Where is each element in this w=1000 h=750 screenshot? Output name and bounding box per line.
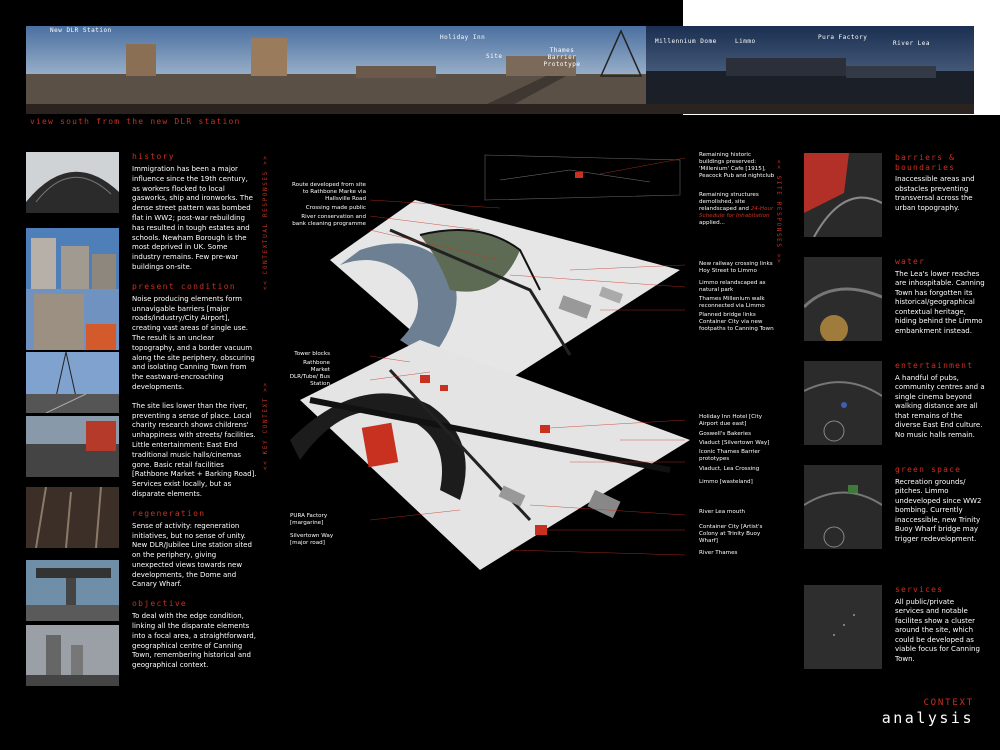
- label-planned-bridge: Planned bridge links Container City via new footpaths to Canning Town: [699, 312, 774, 332]
- label-silvertown-way: Silvertown Way [major road]: [290, 533, 334, 546]
- section-entertainment: [895, 361, 985, 441]
- label-thames-walk: Thames Millenium walk reconnected via Limmo: [699, 296, 765, 309]
- photo-bare-trees: [26, 487, 119, 548]
- heading-green-space: green space: [895, 465, 962, 474]
- section-services: [895, 585, 985, 665]
- photo-street-market: [26, 416, 119, 477]
- label-route-developed: Route developed from site to Rathbone Marke via Hallsville Road: [292, 182, 366, 202]
- heading-water: water: [895, 257, 926, 266]
- label-viaduct-silvertown: Viaduct [Silvertown Way]: [699, 440, 770, 446]
- photo-canary-wharf: [26, 625, 119, 686]
- photo-dlr-station: [26, 560, 119, 621]
- label-rathbone-market: Rathbone Market: [303, 360, 330, 373]
- footer-context: CONTEXT: [923, 698, 974, 708]
- label-thames-barrier: Iconic Thames Barrier prototypes: [699, 449, 761, 462]
- entertainment-text: A handful of pubs, community centres and a single cinema beyond walking distance are all that remains of the diverse East End culture. No music halls remain.: [895, 373, 985, 440]
- map-entertainment: [804, 361, 882, 445]
- heading-barriers: barriers & boundaries: [895, 153, 956, 172]
- label-container-city: Container City [Artist's Colony at Trinity Buoy Wharf]: [699, 524, 763, 544]
- heading-regeneration: regeneration: [132, 508, 206, 518]
- barriers-text: Inaccessible areas and obstacles preventing transversal across the urban topography.: [895, 175, 975, 212]
- footer-analysis: analysis: [881, 709, 974, 727]
- pano-label: Thames Barrier Prototype: [543, 47, 581, 68]
- label-railway-crossing: New railway crossing links Hoy Street to Limmo: [699, 261, 773, 274]
- label-tower-blocks: Tower blocks: [294, 351, 330, 357]
- pano-label: River Lea: [893, 40, 931, 47]
- label-river-lea-mouth: River Lea mouth: [699, 509, 746, 515]
- label-historic-buildings: Remaining historic buildings preserved: 'Millenium' Cafe [1915], Peacock Pub and nightclub: [699, 152, 775, 179]
- map-water: [804, 257, 882, 341]
- panorama-caption: view south from the new DLR station: [30, 117, 241, 126]
- label-holiday-inn: Holiday Inn Hotel [City Airport due east]: [699, 414, 763, 427]
- heading-objective: objective: [132, 599, 188, 609]
- water-text: The Lea's lower reaches are inhospitable. Canning Town has forgotten its historical/geographical contextual heritage, hiding behind the Limmo embankment instead.: [895, 269, 985, 336]
- label-viaduct-lea: Viaduct, Lea Crossing: [699, 466, 760, 472]
- layer-key-context-map: [290, 340, 690, 570]
- layer-top-wireframe: [485, 155, 680, 200]
- label-structures-demolished: Remaining structures demolished, site relandscaped and 24-Hour Schedule for Inhabitation applied...: [699, 192, 774, 226]
- photo-gasholder-roof: [26, 152, 119, 213]
- label-crossing-public: Crossing made public: [305, 205, 366, 211]
- label-river-conservation: River conservation and bank cleaning programme: [292, 214, 366, 227]
- photo-pylon-railway: [26, 352, 119, 413]
- photo-tower-block: [26, 289, 119, 350]
- left-text-column: [132, 152, 257, 680]
- history-text: Immigration has been a major influence since the 19th century, as workers flocked to local gasworks, ship and ironworks. The dense street pattern was bombed flat in WW2; post-war rebuilding has resulted in tough estates and schools. Newham Borough is the most deprived in UK. Some industry remains. Few pre-war buildings on-site.: [132, 165, 253, 271]
- present-condition-text-2: The site lies lower than the river, preventing a sense of place. Local charity research shows childrens' unhappiness with streets/ facilities. Little entertainment: East End traditional music halls/cinemas gone. Basic retail facilities [Rathbone Market + Barking Road]. Services exist locally, but as disparate elements.: [132, 401, 257, 498]
- pano-label: New DLR Station: [50, 27, 112, 34]
- heading-present-condition: present condition: [132, 281, 236, 291]
- objective-text: To deal with the edge condition, linking all the disparate elements into a focal area, a straightforward, geographical centre of Canning Town, remembering historical and geographical context.: [132, 612, 256, 670]
- section-water: [895, 257, 985, 337]
- services-text: All public/private services and notable facilites show a cluster around the site, which could be developed as viable focus for Canning Town.: [895, 597, 980, 664]
- pano-label: Holiday Inn: [440, 34, 486, 41]
- map-green-space: [804, 465, 882, 549]
- pano-label: Pura Factory: [818, 34, 868, 41]
- label-limmo-park: Limmo relandscaped as natural park: [699, 280, 766, 293]
- heading-entertainment: entertainment: [895, 361, 974, 370]
- green-space-text: Recreation grounds/ pitches. Limmo undeveloped since WW2 bombing. Currently inaccessible, new Trinity Buoy Wharf bridge may trigger redevelopment.: [895, 477, 982, 544]
- heading-services: services: [895, 585, 944, 594]
- section-barriers: [895, 153, 985, 213]
- map-barriers-boundaries: [804, 153, 882, 237]
- photo-gasholders: [26, 228, 119, 289]
- label-pura-factory: PURA Factory [margarine]: [290, 513, 328, 526]
- regeneration-text: Sense of activity: regeneration initiatives, but no sense of unity. New DLR/Jubilee Line station sited on the periphery, giving unexpected views towards new developments, the Dome and Canary Wharf.: [132, 521, 252, 589]
- label-river-thames: River Thames: [699, 550, 738, 556]
- label-limmo-wasteland: Limmo [wasteland]: [699, 479, 753, 485]
- pano-label: Millennium Dome: [655, 38, 717, 45]
- pano-label: Site: [486, 53, 503, 60]
- section-green-space: [895, 465, 985, 545]
- present-condition-text: Noise producing elements form unnavigable barriers [major roads/industry/City Airport], creating vast areas of single use. The result is an unclear topography, and a border vacuum along the site periphery, obscuring and isolating Canning Town from the eastward-encroaching developments.: [132, 294, 255, 391]
- label-dlr-station: DLR/Tube/ Bus Station: [289, 374, 330, 387]
- map-services: [804, 585, 882, 669]
- pano-label: Limmo: [735, 38, 756, 45]
- contextual-responses-label: << CONTEXTUAL RESPONSES >>: [262, 154, 269, 290]
- site-responses-label: << SITE RESPONSES >>: [775, 160, 782, 265]
- label-goswells-bakeries: Goswell's Bakeries: [699, 431, 751, 437]
- key-context-label: << KEY CONTEXT >>: [262, 381, 269, 470]
- heading-history: history: [132, 152, 175, 161]
